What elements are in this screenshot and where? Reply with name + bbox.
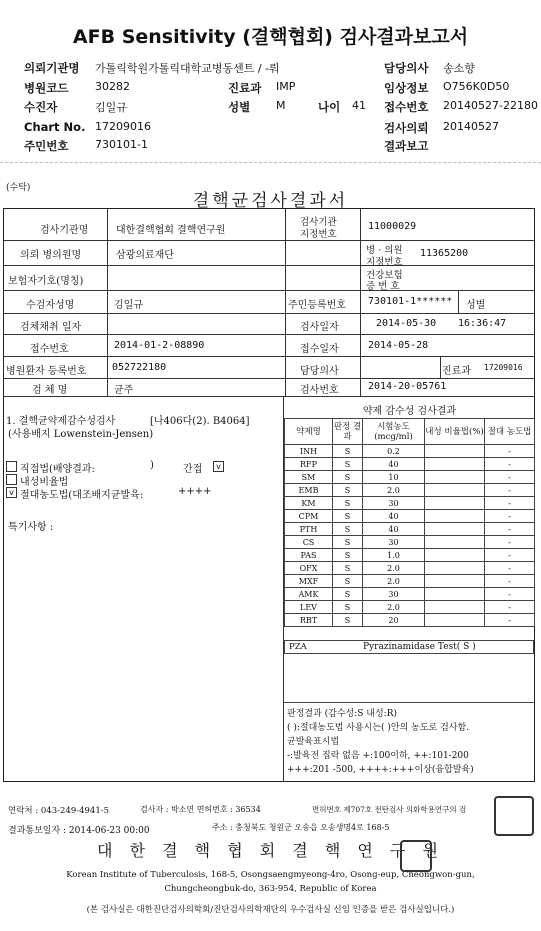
hosp-pid-value: 052722180: [112, 362, 167, 373]
col-result: 판정 결과: [333, 419, 363, 445]
req-org-label: 의뢰기관명: [24, 61, 80, 75]
drug-name: PTH: [285, 523, 333, 536]
ins-no-label: 건강보험: [366, 270, 403, 281]
dept-value: IMP: [276, 80, 296, 93]
req-date-label: 검사의뢰: [384, 121, 429, 135]
drug-abs: -: [485, 458, 535, 471]
note-1: 판정결과 (감수성:S 내성:R): [287, 709, 397, 719]
direct-label: 직접법(배양결과:: [20, 464, 95, 475]
row-line: [4, 378, 534, 379]
rrn2-value: 730101-1******: [368, 296, 453, 307]
ins-no-label-2: 증 번 호: [366, 281, 400, 292]
direct-paren: ): [150, 460, 154, 471]
note-5: +++:201 -500, ++++:+++이상(융합발육): [287, 765, 474, 775]
dept2-value: 17209016: [484, 363, 523, 372]
hospital-code-value: 30282: [95, 80, 130, 93]
drug-name: SM: [285, 471, 333, 484]
header-divider: [0, 162, 541, 163]
drug-name: CPM: [285, 510, 333, 523]
receipt2-label: 접수번호: [30, 344, 69, 355]
col-line: [440, 356, 441, 378]
report-title: 결핵균검사결과서: [192, 191, 349, 211]
drug-row: [285, 458, 535, 471]
drug-name: LEV: [285, 601, 333, 614]
row-line: [4, 356, 534, 357]
req-date-value: 20140527: [443, 120, 499, 133]
receipt2-value: 2014-01-2-08890: [114, 340, 205, 351]
address: 주소 : 충청북도 청원군 오송읍 오송생명4로 168-5: [212, 823, 390, 832]
drug-conc: 2.0: [363, 562, 425, 575]
sens-title: 약제 감수성 검사결과: [362, 406, 457, 417]
drug-conc: 30: [363, 497, 425, 510]
hosp-label: 의뢰 병의원명: [20, 250, 82, 261]
drug-ratio: [425, 484, 485, 497]
pza-row: [284, 640, 534, 654]
dept2-label: 진료과: [442, 366, 471, 377]
pza-name: PZA: [289, 642, 307, 652]
sex-label: 성별: [228, 100, 251, 114]
col-line: [107, 209, 108, 396]
chart-value: 17209016: [95, 120, 151, 133]
contact: 연락처 : 043-249-4941-5: [8, 806, 110, 816]
drug-ratio: [425, 601, 485, 614]
row-line: [4, 396, 534, 397]
drug-result: S: [333, 445, 363, 458]
drug-conc: 30: [363, 536, 425, 549]
sex2-label: 성별: [466, 300, 486, 311]
drug-row: [285, 523, 535, 536]
license: 면허번호 제707호 전탄검사 의화학용연구의 검: [312, 805, 467, 814]
institute-en-1: Korean Institute of Tuberculosis, 168-5, Osongsaengmyeong-4ro, Osong-eup, Cheongwon-gun,: [66, 870, 475, 880]
patient2-label: 수검자성명: [26, 300, 75, 311]
note-4: -:발육전 집락 없음 +:100이하, ++:101-200: [287, 751, 469, 761]
drug-result: S: [333, 458, 363, 471]
row-line: [4, 240, 534, 241]
drug-row: [285, 445, 535, 458]
drug-row: [285, 536, 535, 549]
official-seal-icon: [494, 796, 534, 836]
clinical-value: O756K0D50: [443, 80, 510, 93]
drug-name: OFX: [285, 562, 333, 575]
drug-row: [285, 614, 535, 627]
drug-row: [285, 588, 535, 601]
clinical-label: 임상정보: [384, 81, 429, 95]
col-conc: 시험농도 (mcg/ml): [363, 419, 425, 445]
drug-conc: 40: [363, 458, 425, 471]
test-item: 1. 결핵균약제감수성검사: [6, 416, 116, 427]
ratio-checkbox[interactable]: [6, 474, 17, 485]
institute-en-2: Chungcheongbuk-do, 363-954, Republic of Korea: [164, 884, 377, 894]
drug-conc: 0.2: [363, 445, 425, 458]
lab-label: 검사기관명: [40, 225, 89, 236]
corner-label: (수탁): [6, 183, 31, 193]
drug-conc: 2.0: [363, 575, 425, 588]
drug-ratio: [425, 497, 485, 510]
drug-abs: -: [485, 484, 535, 497]
test-no-value: 2014-20-05761: [368, 381, 447, 392]
drug-result: S: [333, 601, 363, 614]
drug-result: S: [333, 536, 363, 549]
drug-name: CS: [285, 536, 333, 549]
drug-name: KM: [285, 497, 333, 510]
lab-no-value: 11000029: [368, 221, 417, 232]
drug-ratio: [425, 510, 485, 523]
absolute-checkbox[interactable]: v: [6, 487, 17, 498]
drug-conc: 2.0: [363, 601, 425, 614]
patient-label: 수진자: [24, 100, 58, 114]
drug-name: PAS: [285, 549, 333, 562]
drug-result: S: [333, 562, 363, 575]
rrn-label: 주민번호: [24, 139, 69, 153]
drug-conc: 10: [363, 471, 425, 484]
drug-abs: -: [485, 536, 535, 549]
drug-row: [285, 575, 535, 588]
drug-name: RFP: [285, 458, 333, 471]
col-line: [458, 290, 459, 313]
drug-row: [285, 510, 535, 523]
doctor2-label: 담당의사: [300, 366, 339, 377]
drug-abs: -: [485, 510, 535, 523]
drug-conc: 20: [363, 614, 425, 627]
drug-abs: -: [485, 562, 535, 575]
lab-value: 대한결핵협회 결핵연구원: [116, 225, 226, 236]
receipt-no-value: 20140527-22180: [443, 99, 538, 112]
drug-conc: 40: [363, 510, 425, 523]
drug-row: [285, 601, 535, 614]
insurer-label: 보험자기호(명칭): [8, 276, 84, 287]
drug-ratio: [425, 471, 485, 484]
pza-text: Pyrazinamidase Test( S ): [363, 642, 476, 652]
drug-result: S: [333, 588, 363, 601]
sensitivity-table: [284, 418, 535, 627]
drug-result: S: [333, 497, 363, 510]
hosp-value: 삼광의료재단: [116, 250, 174, 261]
doctor-value: 송소향: [443, 62, 475, 75]
test-date-value: 2014-05-30: [376, 318, 437, 329]
col-abs: 절대 농도법: [485, 419, 535, 445]
drug-abs: -: [485, 614, 535, 627]
drug-name: MXF: [285, 575, 333, 588]
hosp-no-label-2: 지정번호: [366, 257, 403, 268]
drug-abs: -: [485, 445, 535, 458]
result-label: 결과보고: [384, 139, 429, 153]
notes-label: 특기사항 :: [8, 522, 54, 533]
report-date: 결과통보일자 : 2014-06-23 00:00: [8, 826, 150, 836]
doctor-label: 담당의사: [384, 61, 429, 75]
req-org-value: 가톨릭학원가톨릭대학교병동센트 / -뤄: [95, 62, 280, 75]
drug-result: S: [333, 549, 363, 562]
drug-abs: -: [485, 601, 535, 614]
drug-abs: -: [485, 471, 535, 484]
drug-conc: 40: [363, 523, 425, 536]
drug-abs: -: [485, 588, 535, 601]
institute-seal-icon: [400, 840, 432, 872]
drug-name: EMB: [285, 484, 333, 497]
drug-row: [285, 484, 535, 497]
row-line: [4, 265, 534, 266]
test-time-value: 16:36:47: [458, 318, 507, 329]
test-no-label: 검사번호: [300, 385, 339, 396]
drug-result: S: [333, 484, 363, 497]
patient2-value: 김일규: [114, 300, 143, 311]
drug-name: INH: [285, 445, 333, 458]
hosp-no-label: 병 · 의원: [366, 245, 403, 256]
row-line: [4, 290, 534, 291]
drug-row: [285, 471, 535, 484]
drug-conc: 30: [363, 588, 425, 601]
drug-ratio: [425, 549, 485, 562]
col-line: [285, 209, 286, 396]
specimen-label: 검 체 명: [32, 385, 68, 396]
drug-ratio: [425, 575, 485, 588]
indirect-label: 간접: [183, 464, 203, 475]
col-ratio: 내성 비율법(%): [425, 419, 485, 445]
drug-row: [285, 497, 535, 510]
col-line: [360, 209, 361, 396]
drug-row: [285, 562, 535, 575]
drug-ratio: [425, 588, 485, 601]
drug-ratio: [425, 445, 485, 458]
indirect-checkbox[interactable]: v: [213, 461, 224, 472]
drug-result: S: [333, 575, 363, 588]
chart-label: Chart No.: [24, 120, 86, 134]
drug-result: S: [333, 510, 363, 523]
sex-value: M: [276, 99, 286, 112]
hosp-pid-label: 병원환자 등록번호: [6, 366, 87, 377]
drug-abs: -: [485, 523, 535, 536]
examiner: 검사자 : 박소연 면허번호 : 36534: [140, 805, 261, 814]
institute-kr: 대 한 결 핵 협 회 결 핵 연 구 원: [97, 841, 444, 860]
drug-ratio: [425, 536, 485, 549]
lab-no-label: 검사기관: [300, 217, 337, 228]
note-2: ( ):절대농도법 사용시는( )안의 농도로 검사함.: [287, 723, 470, 733]
drug-ratio: [425, 458, 485, 471]
row-line: [4, 313, 534, 314]
rrn2-label: 주민등록번호: [288, 300, 346, 311]
drug-abs: -: [485, 575, 535, 588]
drug-name: RBT: [285, 614, 333, 627]
absolute-growth: ++++: [178, 486, 212, 497]
receipt-no-label: 접수번호: [384, 100, 429, 114]
drug-ratio: [425, 562, 485, 575]
lab-no-label-2: 지정번호: [300, 229, 337, 240]
specimen-value: 균주: [114, 385, 134, 396]
row-line: [4, 334, 534, 335]
recv-date-label: 접수일자: [300, 344, 339, 355]
drug-conc: 1.0: [363, 549, 425, 562]
hosp-no-value: 11365200: [420, 248, 469, 259]
certification: (본 검사실은 대한진단검사의학회/진단검사의학재단의 우수검사실 신임 인증을 받은 검사실입니다.): [86, 905, 455, 915]
dept-label: 진료과: [228, 81, 262, 95]
hospital-code-label: 병원코드: [24, 81, 69, 95]
page-title: AFB Sensitivity (결핵협회) 검사결과보고서: [72, 26, 469, 48]
drug-row: [285, 549, 535, 562]
drug-result: S: [333, 614, 363, 627]
recv-date-value: 2014-05-28: [368, 340, 429, 351]
drug-ratio: [425, 614, 485, 627]
collect-label: 검체채취 일자: [20, 322, 82, 333]
drug-abs: -: [485, 549, 535, 562]
drug-abs: -: [485, 497, 535, 510]
direct-checkbox[interactable]: [6, 461, 17, 472]
test-date-label: 검사일자: [300, 322, 339, 333]
col-drug: 약제명: [285, 419, 333, 445]
rrn-value: 730101-1: [95, 138, 148, 151]
note-3: 균발육표시법: [287, 737, 340, 747]
test-code: [나406다(2). B4064]: [150, 416, 250, 427]
drug-name: AMK: [285, 588, 333, 601]
medium: (사용배지 Lowenstein-Jensen): [8, 429, 154, 440]
absolute-label: 절대농도법(대조배지균발육:: [20, 490, 144, 501]
age-label: 나이: [318, 100, 341, 114]
drug-conc: 2.0: [363, 484, 425, 497]
age-value: 41: [352, 99, 366, 112]
drug-result: S: [333, 523, 363, 536]
ratio-label: 내성비율법: [20, 477, 69, 488]
drug-result: S: [333, 471, 363, 484]
patient-value: 김일규: [95, 101, 127, 114]
drug-ratio: [425, 523, 485, 536]
